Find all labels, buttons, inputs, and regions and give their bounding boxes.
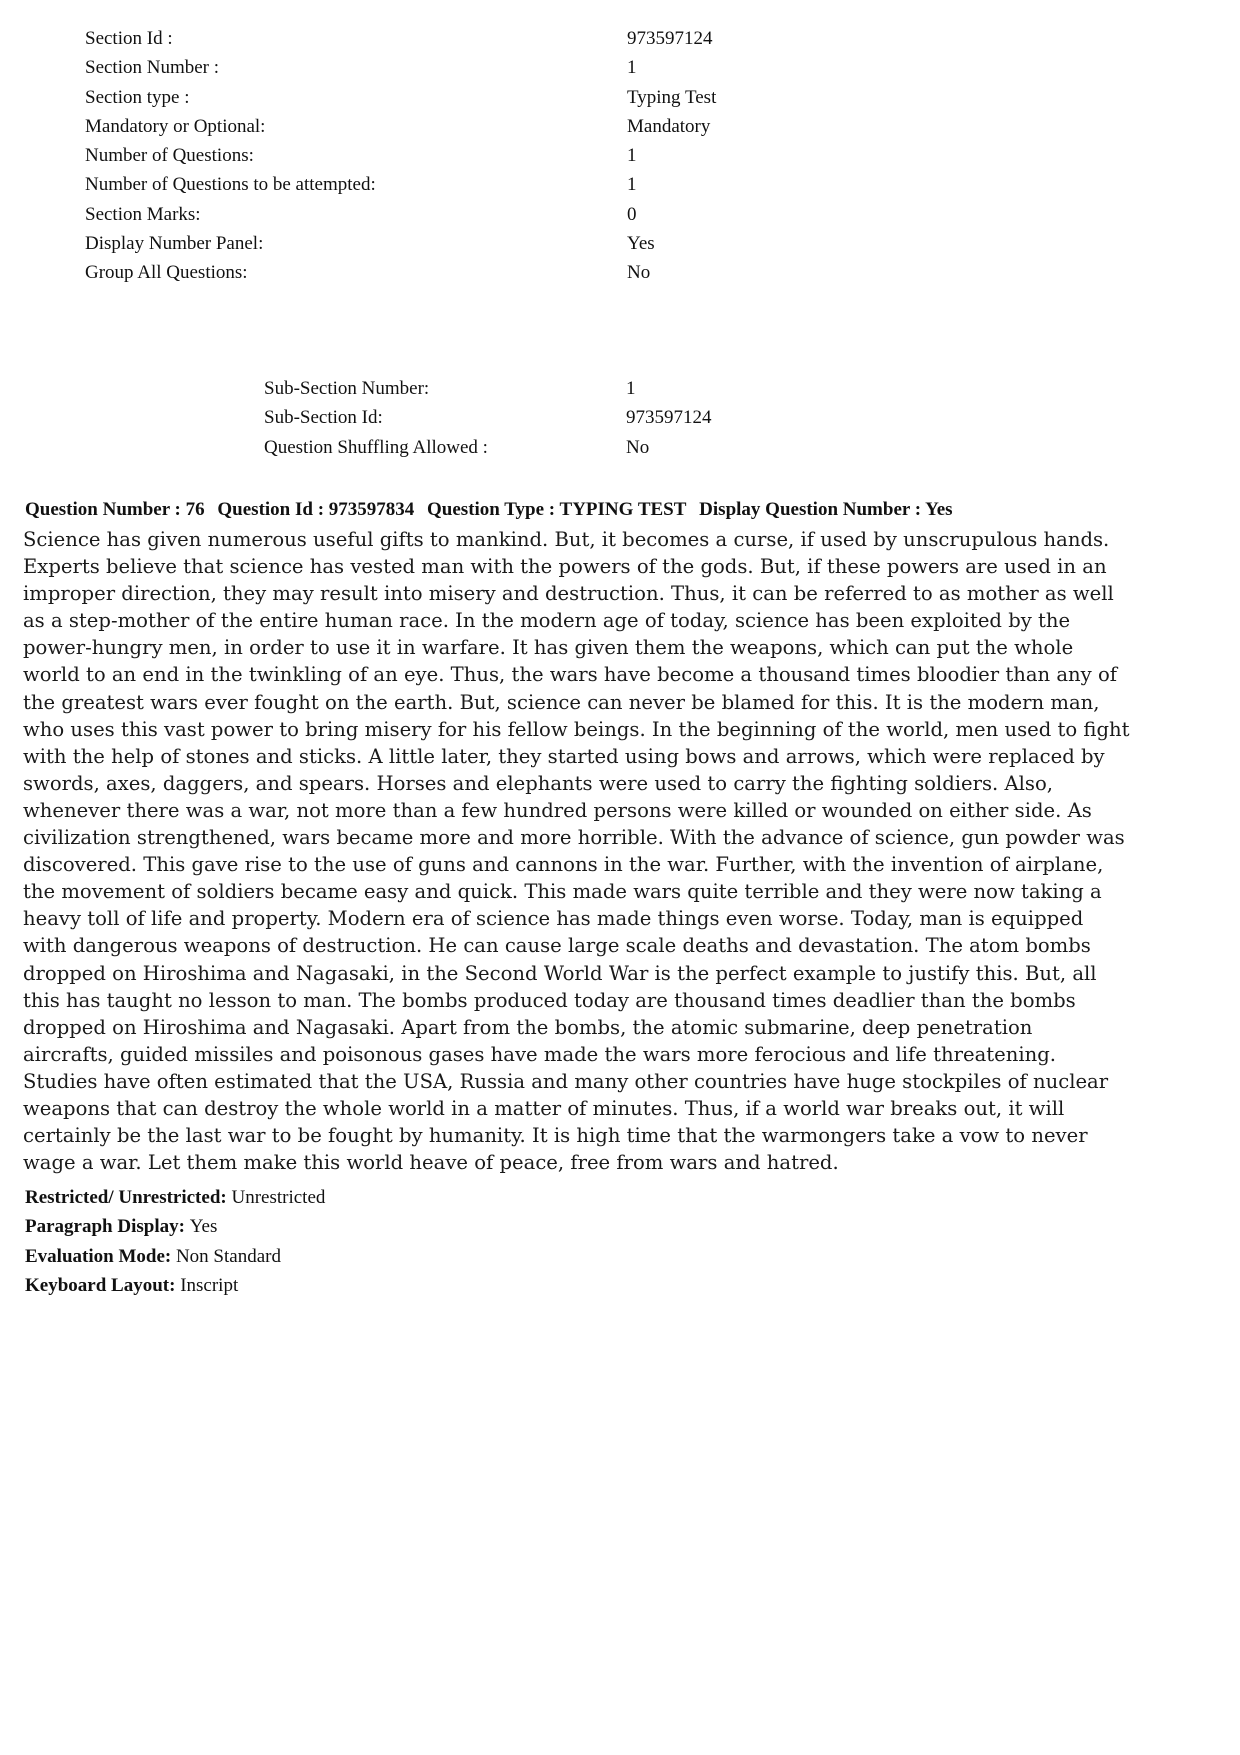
number-panel-label: Display Number Panel: (85, 233, 264, 255)
section-marks-label: Section Marks: (85, 203, 201, 225)
passage-line: Science has given numerous useful gifts to mankind. But, it becomes a curse, if used by unscrupulous hands. (23, 528, 1110, 551)
attempt-count-value: 1 (627, 174, 637, 196)
subsection-number-label: Sub-Section Number: (264, 378, 430, 399)
passage-line: certainly be the last war to be fought by humanity. It is high time that the warmongers take a vow to never (23, 1124, 1088, 1148)
restricted-label: Restricted/ Unrestricted: (25, 1187, 232, 1208)
subsection-id-label: Sub-Section Id: (264, 407, 383, 429)
mandatory-value: Mandatory (627, 115, 711, 137)
passage-line: the greatest wars ever fought on the earth. But, science can never be blamed for this. It is the modern man, (23, 690, 1100, 714)
restricted-property (25, 1183, 325, 1212)
question-count-value: 1 (627, 145, 637, 167)
passage-line: whenever there was a war, not more than a few hundred persons were killed or wounded on either side. As (23, 798, 1092, 822)
passage-line: heavy toll of life and property. Modern era of science has made things even worse. Today, man is equipped (23, 907, 1084, 931)
passage-line: Experts believe that science has vested man with the powers of the gods. But, if these powers are used in an (23, 555, 1107, 579)
restricted-value: Unrestricted (231, 1187, 326, 1208)
passage-line: civilization strengthened, wars became more and more horrible. With the advance of science, gun powder was (23, 826, 1125, 850)
paragraph-display-value: Yes (189, 1216, 218, 1238)
question-properties (25, 1183, 325, 1300)
question-number: Question Number : 76 (25, 499, 205, 520)
passage-line: this has taught no lesson to man. The bombs produced today are thousand times deadlier than the bombs (23, 988, 1076, 1012)
section-number-label: Section Number : (85, 57, 220, 79)
paragraph-display-property (25, 1212, 325, 1241)
section-marks-value: 0 (627, 203, 637, 225)
passage-line: improper direction, they may result into misery and destruction. Thus, it can be referred to as mother as well (23, 582, 1114, 606)
evaluation-mode-property (25, 1242, 325, 1271)
section-id-value: 973597124 (627, 28, 713, 49)
keyboard-layout-label: Keyboard Layout: (25, 1274, 181, 1296)
keyboard-layout-property (25, 1271, 325, 1300)
question-id: Question Id : 973597834 (217, 499, 415, 520)
section-type-value: Typing Test (627, 86, 717, 108)
section-number-value: 1 (627, 57, 637, 79)
passage-line: wage a war. Let them make this world heave of peace, free from wars and hatred. (23, 1151, 839, 1175)
group-questions-label: Group All Questions: (85, 262, 248, 284)
passage-line: with the help of stones and sticks. A little later, they started using bows and arrows, which were replaced by (23, 744, 1105, 768)
passage-line: aircrafts, guided missiles and poisonous gases have made the wars more ferocious and life threatening. (23, 1042, 1057, 1066)
shuffling-value: No (626, 436, 650, 458)
number-panel-value: Yes (627, 233, 655, 255)
passage-line: power-hungry men, in order to use it in warfare. It has given them the weapons, which can put the whole (23, 636, 1074, 660)
passage-line: dropped on Hiroshima and Nagasaki. Apart from the bombs, the atomic submarine, deep penetration (23, 1015, 1033, 1039)
passage-line: who uses this vast power to bring misery for his fellow beings. In the beginning of the world, men used to fight (23, 717, 1130, 741)
section-type-label: Section type : (85, 86, 190, 108)
passage-line: discovered. This gave rise to the use of guns and cannons in the war. Further, with the invention of airplane, (23, 853, 1104, 877)
question-type: Question Type : TYPING TEST (427, 499, 687, 520)
passage-line: the movement of soldiers became easy and quick. This made wars quite terrible and they were now taking a (23, 880, 1102, 904)
group-questions-value: No (627, 262, 651, 284)
passage-line: weapons that can destroy the whole world in a matter of minutes. Thus, if a world war breaks out, it will (23, 1096, 1065, 1120)
passage-line: swords, axes, daggers, and spears. Horses and elephants were used to carry the fighting soldiers. Also, (23, 771, 1053, 795)
evaluation-mode-label: Evaluation Mode: (25, 1245, 176, 1267)
attempt-count-label: Number of Questions to be attempted: (85, 174, 376, 196)
subsection-number-value: 1 (626, 378, 636, 399)
typing-passage (23, 526, 1223, 1176)
question-header (25, 497, 961, 523)
shuffling-label: Question Shuffling Allowed : (264, 436, 488, 458)
passage-line: world to an end in the twinkling of an eye. Thus, the wars have become a thousand times bloodier than any of (23, 663, 1118, 687)
subsection-id-value: 973597124 (626, 407, 712, 429)
passage-line: Studies have often estimated that the USA, Russia and many other countries have huge stockpiles of nuclear (23, 1069, 1109, 1093)
question-count-label: Number of Questions: (85, 145, 254, 167)
evaluation-mode-value: Non Standard (175, 1245, 281, 1267)
display-question-number: Display Question Number : Yes (699, 499, 953, 520)
passage-line: with dangerous weapons of destruction. He can cause large scale deaths and devastation. The atom bombs (23, 934, 1091, 958)
passage-line: dropped on Hiroshima and Nagasaki, in the Second World War is the perfect example to justify this. But, all (23, 961, 1097, 985)
section-id-label: Section Id : (85, 28, 173, 49)
passage-line: as a step-mother of the entire human race. In the modern age of today, science has been exploited by the (23, 609, 1071, 633)
paragraph-display-label: Paragraph Display: (25, 1216, 190, 1238)
mandatory-label: Mandatory or Optional: (85, 115, 266, 137)
keyboard-layout-value: Inscript (180, 1274, 239, 1296)
